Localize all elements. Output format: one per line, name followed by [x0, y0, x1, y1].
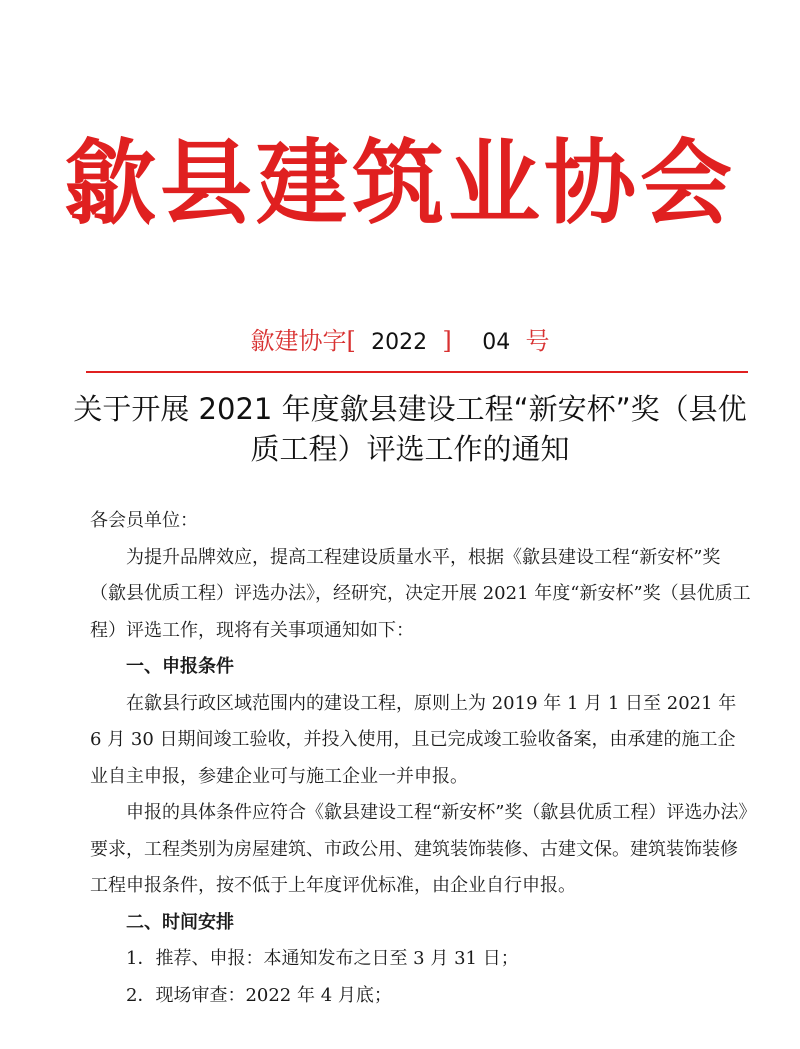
document-number — [0, 325, 800, 359]
document-body — [90, 503, 752, 1014]
doc-number-prefix: 歙建协字[ — [250, 327, 356, 355]
intro-paragraph: 为提升品牌效应，提高工程建设质量水平，根据《歙县建设工程“新安杯”奖（歙县优质工程）评选办法》，经研究，决定开展 2021 年度“新安杯”奖（县优质工程）评选工作，现将有关事项通知如下： — [90, 546, 751, 641]
red-separator-line — [86, 371, 748, 373]
organization-header: 歙县建筑业协会 — [63, 129, 736, 237]
section1-paragraph-1: 在歙县行政区域范围内的建设工程，原则上为 2019 年 1 月 1 日至 2021 年 6 月 30 日期间竣工验收，并投入使用，且已完成竣工验收备案，由承建的施工企业自主申报，参建企业可与施工企业一并申报。 — [90, 692, 737, 787]
doc-number-bracket-close: ] — [442, 327, 452, 355]
salutation: 各会员单位： — [90, 510, 198, 531]
section1-paragraph-2: 申报的具体条件应符合《歙县建设工程“新安杯”奖（歙县优质工程）评选办法》要求，工程类别为房屋建筑、市政公用、建筑装饰装修、古建文保。建筑装饰装修工程申报条件，按不低于上年度评优标准，由企业自行申报。 — [90, 802, 748, 896]
doc-number-year: 2022 — [371, 330, 428, 355]
schedule-item-1: 1．推荐、申报：本通知发布之日至 3 月 31 日； — [126, 948, 519, 969]
section-heading-1: 一、申报条件 — [126, 656, 234, 677]
doc-number-seq: 04 — [482, 330, 511, 355]
doc-number-suffix: 号 — [525, 327, 550, 355]
section-heading-2: 二、时间安排 — [126, 911, 234, 933]
schedule-item-2: 2．现场审查：2022 年 4 月底； — [126, 984, 392, 1006]
document-title: 关于开展 2021 年度歙县建设工程“新安杯”奖（县优质工程）评选工作的通知 — [73, 392, 747, 466]
